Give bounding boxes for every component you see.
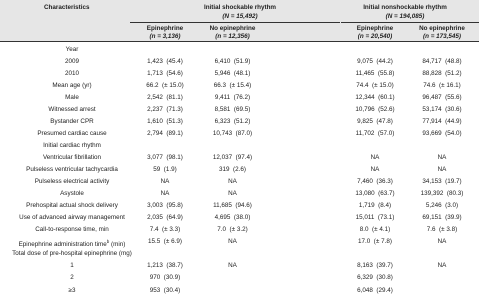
col-header-label: No epinephrine xyxy=(419,25,465,32)
table-cell: 5,946 (48.1) xyxy=(214,69,251,77)
group1-title: Initial shockable rhythm xyxy=(203,4,277,11)
table-cell: 96,487 (55.6) xyxy=(422,93,462,101)
table-cell: 10,796 (52.6) xyxy=(355,105,395,113)
row-label: 1 xyxy=(70,262,74,270)
row-label: Mean age (yr) xyxy=(52,81,92,89)
row-label: Witnessed arrest xyxy=(48,105,96,113)
table-cell: 6,323 (51.2) xyxy=(214,117,251,125)
table-cell: 6,048 (29.4) xyxy=(357,286,393,294)
group1-underline xyxy=(130,22,340,23)
row-label: Pulseless ventricular tachycardia xyxy=(26,166,118,173)
table-cell: 8,581 (69.5) xyxy=(214,105,251,113)
table-cell: 9,825 (47.8) xyxy=(357,117,393,125)
table-cell: 53,174 (30.6) xyxy=(422,105,462,113)
row-label: Year xyxy=(65,45,79,53)
table-cell: NA xyxy=(228,190,237,198)
table-cell: 8.0 (± 4.1) xyxy=(359,226,391,234)
table-cell: NA xyxy=(437,166,447,173)
table-cell: 970 (30.9) xyxy=(149,274,181,282)
group2-underline xyxy=(341,22,479,23)
row-label: Presumed cardiac cause xyxy=(37,129,107,137)
table-cell: NA xyxy=(228,262,237,270)
table-cell: 8,163 (39.7) xyxy=(357,262,393,270)
table-cell: 59 (1.9) xyxy=(153,166,177,173)
table-cell: 74.4 (± 15.0) xyxy=(356,81,394,89)
table-cell: NA xyxy=(370,166,380,173)
group1-n: (N = 15,492) xyxy=(222,13,258,20)
table-cell: 4,695 (38.0) xyxy=(214,214,251,222)
table-cell: 7.0 (± 3.2) xyxy=(217,226,248,234)
table-cell: NA xyxy=(160,190,170,198)
row-label: ≥3 xyxy=(68,286,76,294)
table-cell: 2,035 (64.9) xyxy=(147,214,183,222)
table-cell: 77,914 (44.9) xyxy=(422,117,462,125)
row-label: Epinephrine administration time$^b$ (min) xyxy=(18,239,126,249)
table-cell: 69,151 (39.9) xyxy=(422,214,462,222)
table-cell: NA xyxy=(437,153,447,161)
group2-title: Initial nonshockable rhythm xyxy=(363,4,447,11)
col-header-n: (n = 20,540) xyxy=(357,33,393,40)
col-header-n: (n = 173,545) xyxy=(423,33,461,40)
table-cell: 7,460 (36.3) xyxy=(357,178,393,186)
header-bottom-rule xyxy=(0,41,479,42)
table-cell: 15.5 (± 6.9) xyxy=(148,238,182,246)
table-cell: 10,743 (87.0) xyxy=(212,129,253,137)
table-cell: NA xyxy=(228,238,237,246)
table-cell: 74.6 (± 16.1) xyxy=(423,81,461,89)
row-label: Bystander CPR xyxy=(50,117,94,125)
row-label: 2 xyxy=(70,274,74,282)
table-cell: 1,423 (45.4) xyxy=(147,57,183,65)
row-label: Male xyxy=(65,93,79,101)
table-cell: 1,213 (38.7) xyxy=(147,262,183,270)
row-label: 2010 xyxy=(64,69,79,77)
row-label: Initial cardiac rhythm xyxy=(43,141,101,149)
table-cell: 7.4 (± 3.3) xyxy=(149,226,181,234)
table-cell: NA xyxy=(228,178,237,186)
table-cell: 7.6 (± 3.8) xyxy=(426,226,458,234)
row-label: Ventricular fibrillation xyxy=(42,153,102,161)
table-cell: 11,702 (57.0) xyxy=(355,129,395,137)
table-cell: 13,080 (63.7) xyxy=(355,190,395,198)
characteristics-header: Characteristics xyxy=(44,4,90,11)
table-cell: 34,153 (19.7) xyxy=(422,178,462,186)
table-cell: 11,465 (55.8) xyxy=(355,69,395,77)
table-cell: 5,246 (3.0) xyxy=(425,202,459,210)
table-cell: 93,669 (54.0) xyxy=(422,129,462,137)
table-cell: 6,329 (30.8) xyxy=(357,274,393,282)
group2-n: (N = 194,085) xyxy=(385,13,425,20)
table-cell: 12,037 (97.4) xyxy=(212,153,253,161)
row-label: Call-to-response time, min xyxy=(35,226,109,234)
table-cell: 11,685 (94.6) xyxy=(213,202,252,210)
table-cell: 1,610 (51.3) xyxy=(147,117,183,125)
table-cell: 17.0 (± 7.8) xyxy=(358,238,392,246)
table-cell: NA xyxy=(437,238,447,246)
table-cell: 66.3 (± 15.4) xyxy=(213,81,252,89)
row-label: Use of advanced airway management xyxy=(19,214,125,222)
col-header-n: (n = 12,356) xyxy=(215,33,250,40)
table-cell: 2,237 (71.3) xyxy=(147,105,183,113)
col-header-label: Epinephrine xyxy=(146,25,184,32)
row-label: Asystole xyxy=(60,190,84,198)
table-cell: 2,542 (81.1) xyxy=(147,93,183,101)
row-label: Pulseless electrical activity xyxy=(34,178,110,186)
table-cell: 15,011 (73.1) xyxy=(355,214,395,222)
table-cell: 1,719 (8.4) xyxy=(358,202,392,210)
row-label: Total dose of pre-hospital epinephrine (mg) xyxy=(12,250,132,258)
table-cell: 12,344 (60.1) xyxy=(355,93,395,101)
row-label: 2009 xyxy=(64,57,79,65)
table-cell: NA xyxy=(370,153,380,161)
col-header-label: Epinephrine xyxy=(356,25,394,32)
table-cell: 3,077 (98.1) xyxy=(147,153,183,161)
table-cell: 953 (30.4) xyxy=(149,286,181,294)
col-header-label: No epinephrine xyxy=(209,25,256,32)
table-cell: 84,717 (48.8) xyxy=(422,57,462,65)
table-cell: 3,003 (95.8) xyxy=(147,202,183,210)
row-label: Prehospital actual shock delivery xyxy=(26,202,118,210)
table-cell: 88,828 (51.2) xyxy=(422,69,462,77)
table-cell: NA xyxy=(160,178,170,186)
table-cell: 9,075 (44.2) xyxy=(357,57,393,65)
table-cell: 66.2 (± 15.0) xyxy=(146,81,184,89)
table-cell: 6,410 (51.9) xyxy=(214,57,251,65)
col-header-n: (n = 3,136) xyxy=(149,33,181,40)
table-cell: 1,713 (54.6) xyxy=(147,69,183,77)
footnote-marker: b xyxy=(106,239,110,245)
table-cell: 319 (2.6) xyxy=(219,166,246,173)
table-cell: 139,392 (80.3) xyxy=(420,190,464,198)
table-cell: 2,794 (89.1) xyxy=(147,129,183,137)
table-cell: NA xyxy=(437,262,447,270)
table-cell: 9,411 (76.2) xyxy=(214,93,251,101)
